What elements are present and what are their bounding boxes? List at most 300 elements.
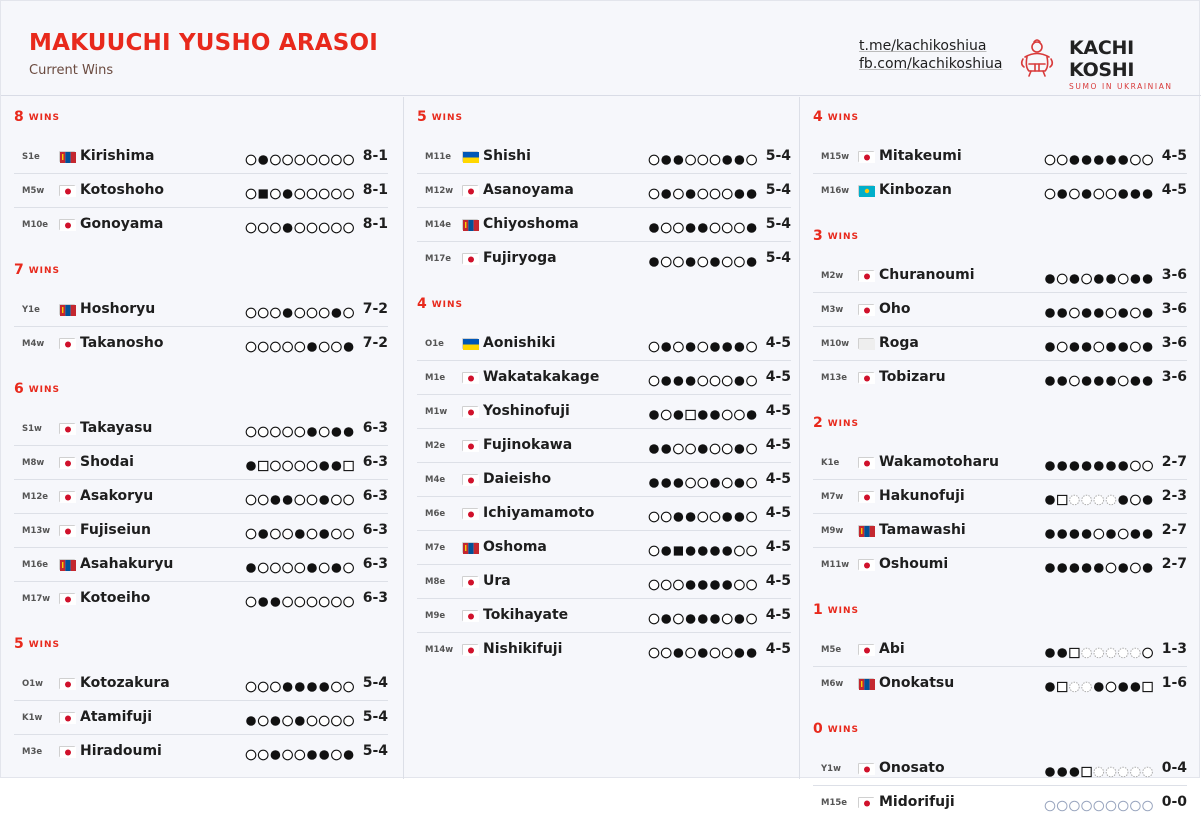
bout-mark — [747, 546, 757, 556]
wrestler-row[interactable] — [14, 412, 388, 446]
wrestler-row[interactable] — [14, 327, 388, 361]
bout-mark — [295, 529, 305, 539]
bout-mark — [246, 563, 256, 573]
wrestler-name[interactable]: Kotoshoho — [80, 182, 165, 198]
bout-mark — [674, 189, 684, 199]
rank-label: M8w — [22, 458, 45, 468]
wins-label: WINS — [28, 640, 61, 650]
bout-mark — [1045, 529, 1055, 539]
wins-label: WINS — [827, 232, 860, 242]
wrestler-row[interactable] — [14, 293, 388, 327]
bout-mark — [747, 223, 757, 233]
bout-record — [1044, 270, 1154, 282]
wrestler-name[interactable]: Shishi — [483, 148, 531, 164]
wrestler-row[interactable] — [813, 548, 1187, 582]
wrestler-row[interactable] — [417, 565, 791, 599]
bout-mark — [1094, 648, 1104, 658]
bout-mark — [344, 427, 354, 437]
wrestler-row[interactable] — [14, 735, 388, 769]
wins-count: 6 — [14, 381, 24, 397]
wrestler-row[interactable] — [813, 667, 1187, 701]
wrestler-name[interactable]: Asakoryu — [80, 488, 154, 504]
bout-mark — [1143, 376, 1153, 386]
bout-mark — [295, 189, 305, 199]
wrestler-name[interactable]: Gonoyama — [80, 216, 164, 232]
bout-mark — [1045, 461, 1055, 471]
wrestler-name[interactable]: Chiyoshoma — [483, 216, 579, 232]
bout-mark — [722, 580, 732, 590]
bout-mark — [1118, 563, 1128, 573]
bout-mark — [1118, 529, 1128, 539]
bout-mark — [1094, 801, 1104, 811]
wrestler-name[interactable]: Kinbozan — [879, 182, 952, 198]
wrestler-name[interactable]: Fujiryoga — [483, 250, 557, 266]
rank-label: M5w — [22, 186, 45, 196]
flag-jp-icon — [462, 644, 478, 655]
bout-mark — [1131, 461, 1141, 471]
bout-mark — [295, 427, 305, 437]
flag-jp-icon — [858, 644, 874, 655]
wrestler-row[interactable] — [14, 208, 388, 242]
wrestler-name[interactable]: Midorifuji — [879, 794, 955, 810]
bout-mark — [722, 189, 732, 199]
wrestler-row[interactable] — [14, 701, 388, 735]
bout-mark — [661, 580, 671, 590]
wrestler-name[interactable]: Churanoumi — [879, 267, 975, 283]
bout-record — [245, 678, 355, 690]
bout-mark — [258, 308, 268, 318]
bout-record — [648, 474, 758, 486]
bout-mark — [747, 155, 757, 165]
flag-jp-icon — [59, 746, 75, 757]
bout-mark — [344, 563, 354, 573]
wrestler-name[interactable]: Takayasu — [80, 420, 153, 436]
rank-label: M13w — [22, 526, 51, 536]
win-loss-score: 5-4 — [362, 675, 388, 691]
bout-mark — [1070, 563, 1080, 573]
flag-mn-icon — [59, 559, 75, 570]
flag-jp-icon — [462, 610, 478, 621]
flag-mn-icon — [858, 678, 874, 689]
bout-mark — [319, 529, 329, 539]
flag-jp-icon — [59, 678, 75, 689]
rank-label: M8e — [425, 577, 446, 587]
bout-mark — [674, 648, 684, 658]
flag-mn-icon — [59, 304, 75, 315]
wrestler-name[interactable]: Ichiyamamoto — [483, 505, 595, 521]
bout-mark — [710, 478, 720, 488]
bout-mark — [1118, 376, 1128, 386]
wrestler-row[interactable] — [14, 446, 388, 480]
bout-mark — [295, 750, 305, 760]
wins-group-heading — [813, 228, 859, 244]
win-loss-score: 4-5 — [765, 471, 791, 487]
header — [1, 1, 1201, 96]
wrestler-name[interactable]: Tobizaru — [879, 369, 946, 385]
bout-mark — [1058, 495, 1067, 504]
bout-mark — [246, 308, 256, 318]
wrestler-name[interactable]: Nishikifuji — [483, 641, 563, 657]
wrestler-row[interactable] — [417, 327, 791, 361]
bout-mark — [1094, 529, 1104, 539]
wins-group-heading — [14, 262, 60, 278]
bout-mark — [1057, 461, 1067, 471]
bout-mark — [1118, 189, 1128, 199]
wrestler-row[interactable] — [813, 361, 1187, 395]
wrestler-row[interactable] — [417, 497, 791, 531]
rank-label: K1e — [821, 458, 840, 468]
win-loss-score: 2-7 — [1161, 556, 1187, 572]
bout-mark — [246, 716, 256, 726]
wrestler-name[interactable]: Kotoeiho — [80, 590, 151, 606]
win-loss-score: 7-2 — [362, 301, 388, 317]
wrestler-name[interactable]: Onokatsu — [879, 675, 955, 691]
brand-tagline: SUMO IN UKRAINIAN — [1069, 82, 1173, 91]
wrestler-row[interactable] — [813, 752, 1187, 786]
bout-mark — [271, 750, 281, 760]
bout-mark — [1131, 189, 1141, 199]
bout-mark — [722, 444, 732, 454]
bout-mark — [295, 597, 305, 607]
bout-mark — [698, 444, 708, 454]
bout-mark — [686, 648, 696, 658]
wrestler-name[interactable]: Wakamotoharu — [879, 454, 999, 470]
wrestler-row[interactable] — [14, 140, 388, 174]
win-loss-score: 4-5 — [765, 437, 791, 453]
win-loss-score: 5-4 — [765, 148, 791, 164]
wrestler-row[interactable] — [14, 174, 388, 208]
bout-mark — [1143, 563, 1153, 573]
wins-group-heading — [813, 415, 859, 431]
bout-mark — [332, 223, 342, 233]
flag-jp-icon — [858, 457, 874, 468]
wrestler-row[interactable] — [417, 633, 791, 667]
wrestler-row[interactable] — [813, 327, 1187, 361]
bout-mark — [271, 189, 281, 199]
bout-mark — [661, 512, 671, 522]
bout-mark — [344, 223, 354, 233]
wrestler-row[interactable] — [417, 429, 791, 463]
bout-mark — [1057, 801, 1067, 811]
bout-mark — [258, 682, 268, 692]
wrestler-row[interactable] — [417, 242, 791, 276]
bout-mark — [344, 342, 354, 352]
bout-mark — [332, 155, 342, 165]
bout-mark — [1143, 461, 1153, 471]
bout-mark — [271, 597, 281, 607]
bout-mark — [661, 376, 671, 386]
bout-mark — [1131, 155, 1141, 165]
bout-mark — [649, 444, 659, 454]
wrestler-name[interactable]: Oshoumi — [879, 556, 949, 572]
bout-mark — [722, 342, 732, 352]
bout-mark — [698, 580, 708, 590]
bout-mark — [674, 155, 684, 165]
bout-mark — [710, 580, 720, 590]
win-loss-score: 8-1 — [362, 182, 388, 198]
wrestler-name[interactable]: Hiradoumi — [80, 743, 162, 759]
wrestler-name[interactable]: Daieisho — [483, 471, 552, 487]
bout-mark — [686, 444, 696, 454]
wrestler-row[interactable] — [417, 395, 791, 429]
bout-mark — [722, 478, 732, 488]
rank-label: M14w — [425, 645, 454, 655]
bout-mark — [319, 716, 329, 726]
win-loss-score: 0-0 — [1161, 794, 1187, 810]
bout-mark — [1045, 682, 1055, 692]
flag-ua-icon — [462, 151, 478, 162]
bout-mark — [344, 189, 354, 199]
bout-mark — [295, 342, 305, 352]
bout-mark — [1118, 682, 1128, 692]
flag-jp-icon — [858, 797, 874, 808]
bout-mark — [1106, 189, 1116, 199]
wrestler-row[interactable] — [417, 140, 791, 174]
bout-mark — [295, 308, 305, 318]
win-loss-score: 3-6 — [1161, 267, 1187, 283]
wrestler-name[interactable]: Kirishima — [80, 148, 155, 164]
wrestler-name[interactable]: Ura — [483, 573, 511, 589]
flag-jp-icon — [59, 457, 75, 468]
bout-mark — [674, 410, 684, 420]
flag-jp-icon — [858, 559, 874, 570]
bout-mark — [1106, 376, 1116, 386]
wrestler-row[interactable] — [813, 140, 1187, 174]
bout-mark — [1094, 308, 1104, 318]
sumo-wrestler-logo-icon — [1017, 37, 1057, 77]
flag-jp-icon — [462, 253, 478, 264]
bout-mark — [1070, 648, 1079, 657]
bout-mark — [1070, 189, 1080, 199]
bout-mark — [307, 308, 317, 318]
flag-jp-icon — [462, 440, 478, 451]
bout-mark — [1106, 529, 1116, 539]
wrestler-row[interactable] — [813, 259, 1187, 293]
wrestler-name[interactable]: Wakatakakage — [483, 369, 600, 385]
wins-label: WINS — [827, 419, 860, 429]
wrestler-row[interactable] — [813, 293, 1187, 327]
bout-mark — [1131, 274, 1141, 284]
flag-jp-icon — [462, 406, 478, 417]
bout-mark — [661, 444, 671, 454]
bout-mark — [1143, 682, 1152, 691]
rank-label: M17e — [425, 254, 452, 264]
wrestler-name[interactable]: Yoshinofuji — [483, 403, 570, 419]
bout-mark — [1094, 682, 1104, 692]
wrestler-name[interactable]: Hakunofuji — [879, 488, 965, 504]
wrestler-row[interactable] — [417, 599, 791, 633]
bout-mark — [283, 461, 293, 471]
rank-label: M16e — [22, 560, 49, 570]
wrestler-name[interactable]: Takanosho — [80, 335, 164, 351]
bout-mark — [686, 376, 696, 386]
wrestler-name[interactable]: Abi — [879, 641, 905, 657]
win-loss-score: 5-4 — [765, 216, 791, 232]
bout-record — [245, 304, 355, 316]
bout-mark — [295, 563, 305, 573]
bout-mark — [307, 682, 317, 692]
wrestler-name[interactable]: Tamawashi — [879, 522, 966, 538]
flag-jp-icon — [462, 185, 478, 196]
wrestler-row[interactable] — [813, 480, 1187, 514]
wrestler-name[interactable]: Aonishiki — [483, 335, 556, 351]
wrestler-name[interactable]: Onosato — [879, 760, 945, 776]
bout-mark — [661, 478, 671, 488]
wrestler-name[interactable]: Tokihayate — [483, 607, 569, 623]
bout-mark — [295, 461, 305, 471]
page-subtitle: Current Wins — [29, 63, 114, 78]
bout-record — [1044, 491, 1154, 503]
wrestler-name[interactable]: Asahakuryu — [80, 556, 174, 572]
facebook-link[interactable]: fb.com/kachikoshiua — [859, 56, 1003, 72]
bout-mark — [722, 257, 732, 267]
win-loss-score: 4-5 — [765, 607, 791, 623]
bout-record — [648, 372, 758, 384]
wrestler-name[interactable]: Fujiseiun — [80, 522, 151, 538]
bout-mark — [1070, 308, 1080, 318]
wrestler-row[interactable] — [14, 480, 388, 514]
bout-mark — [1143, 155, 1153, 165]
bout-mark — [1082, 461, 1092, 471]
wrestler-row[interactable] — [813, 514, 1187, 548]
bout-mark — [1070, 155, 1080, 165]
wrestler-name[interactable]: Roga — [879, 335, 919, 351]
wrestler-row[interactable] — [417, 208, 791, 242]
wrestler-name[interactable]: Oho — [879, 301, 911, 317]
wrestler-name[interactable]: Mitakeumi — [879, 148, 962, 164]
bout-mark — [722, 614, 732, 624]
wrestler-row[interactable] — [813, 633, 1187, 667]
bout-mark — [649, 512, 659, 522]
bout-mark — [735, 376, 745, 386]
wrestler-name[interactable]: Shodai — [80, 454, 134, 470]
bout-mark — [747, 342, 757, 352]
wins-label: WINS — [827, 606, 860, 616]
rank-label: M10w — [821, 339, 850, 349]
win-loss-score: 5-4 — [765, 182, 791, 198]
bout-mark — [1118, 308, 1128, 318]
bout-mark — [1131, 529, 1141, 539]
rank-label: M4e — [425, 475, 446, 485]
bout-mark — [674, 614, 684, 624]
bout-mark — [1118, 461, 1128, 471]
bout-record — [245, 185, 355, 197]
bout-mark — [307, 427, 317, 437]
wrestler-row[interactable] — [813, 446, 1187, 480]
bout-mark — [661, 342, 671, 352]
wrestler-row[interactable] — [417, 361, 791, 395]
wrestler-name[interactable]: Kotozakura — [80, 675, 170, 691]
bout-mark — [1082, 801, 1092, 811]
bout-mark — [319, 308, 329, 318]
bout-mark — [686, 257, 696, 267]
bout-mark — [319, 750, 329, 760]
bout-mark — [307, 716, 317, 726]
telegram-link[interactable]: t.me/kachikoshiua — [859, 38, 987, 54]
bout-mark — [283, 529, 293, 539]
bout-mark — [283, 427, 293, 437]
bout-mark — [649, 376, 659, 386]
wrestler-row[interactable] — [813, 786, 1187, 820]
bout-mark — [735, 410, 745, 420]
bout-mark — [1106, 767, 1116, 777]
flag-jp-icon — [59, 593, 75, 604]
wrestler-name[interactable]: Oshoma — [483, 539, 547, 555]
rank-label: M1w — [425, 407, 448, 417]
wrestler-row[interactable] — [14, 548, 388, 582]
wrestler-name[interactable]: Asanoyama — [483, 182, 574, 198]
bout-mark — [722, 648, 732, 658]
bout-mark — [1106, 308, 1116, 318]
wins-count: 1 — [813, 602, 823, 618]
bout-mark — [1118, 342, 1128, 352]
bout-mark — [686, 155, 696, 165]
wrestler-row[interactable] — [417, 463, 791, 497]
bout-mark — [710, 444, 720, 454]
wrestler-name[interactable]: Atamifuji — [80, 709, 153, 725]
wrestler-row[interactable] — [14, 514, 388, 548]
bout-mark — [710, 648, 720, 658]
rank-label: M12e — [22, 492, 49, 502]
bout-mark — [735, 512, 745, 522]
bout-mark — [661, 155, 671, 165]
wrestler-name[interactable]: Hoshoryu — [80, 301, 156, 317]
rank-label: M11e — [425, 152, 452, 162]
wrestler-name[interactable]: Fujinokawa — [483, 437, 573, 453]
bout-mark — [1143, 767, 1153, 777]
bout-mark — [1094, 495, 1104, 505]
win-loss-score: 5-4 — [362, 709, 388, 725]
bout-mark — [1045, 308, 1055, 318]
bout-mark — [722, 155, 732, 165]
bout-mark — [1082, 767, 1091, 776]
wins-count: 4 — [417, 296, 427, 312]
bout-mark — [283, 682, 293, 692]
bout-mark — [1057, 376, 1067, 386]
bout-mark — [1106, 495, 1116, 505]
bout-mark — [1045, 563, 1055, 573]
win-loss-score: 4-5 — [765, 539, 791, 555]
bout-mark — [674, 376, 684, 386]
bout-mark — [258, 750, 268, 760]
wrestler-row[interactable] — [417, 174, 791, 208]
flag-jp-icon — [858, 270, 874, 281]
wrestler-row[interactable] — [14, 582, 388, 616]
bout-mark — [295, 716, 305, 726]
wrestler-row[interactable] — [14, 667, 388, 701]
bout-mark — [674, 580, 684, 590]
wins-group-heading — [14, 381, 60, 397]
bout-mark — [1070, 767, 1080, 777]
win-loss-score: 3-6 — [1161, 369, 1187, 385]
bout-mark — [674, 342, 684, 352]
win-loss-score: 8-1 — [362, 148, 388, 164]
bout-mark — [1143, 308, 1153, 318]
rank-label: M1e — [425, 373, 446, 383]
brand — [1069, 37, 1201, 91]
win-loss-score: 6-3 — [362, 556, 388, 572]
bout-mark — [319, 563, 329, 573]
bout-mark — [307, 155, 317, 165]
bout-mark — [747, 580, 757, 590]
bout-mark — [747, 478, 757, 488]
wrestler-row[interactable] — [417, 531, 791, 565]
bout-record — [245, 338, 355, 350]
rank-label: M17w — [22, 594, 51, 604]
flag-jp-icon — [858, 304, 874, 315]
bout-mark — [674, 546, 683, 555]
wrestler-row[interactable] — [813, 174, 1187, 208]
